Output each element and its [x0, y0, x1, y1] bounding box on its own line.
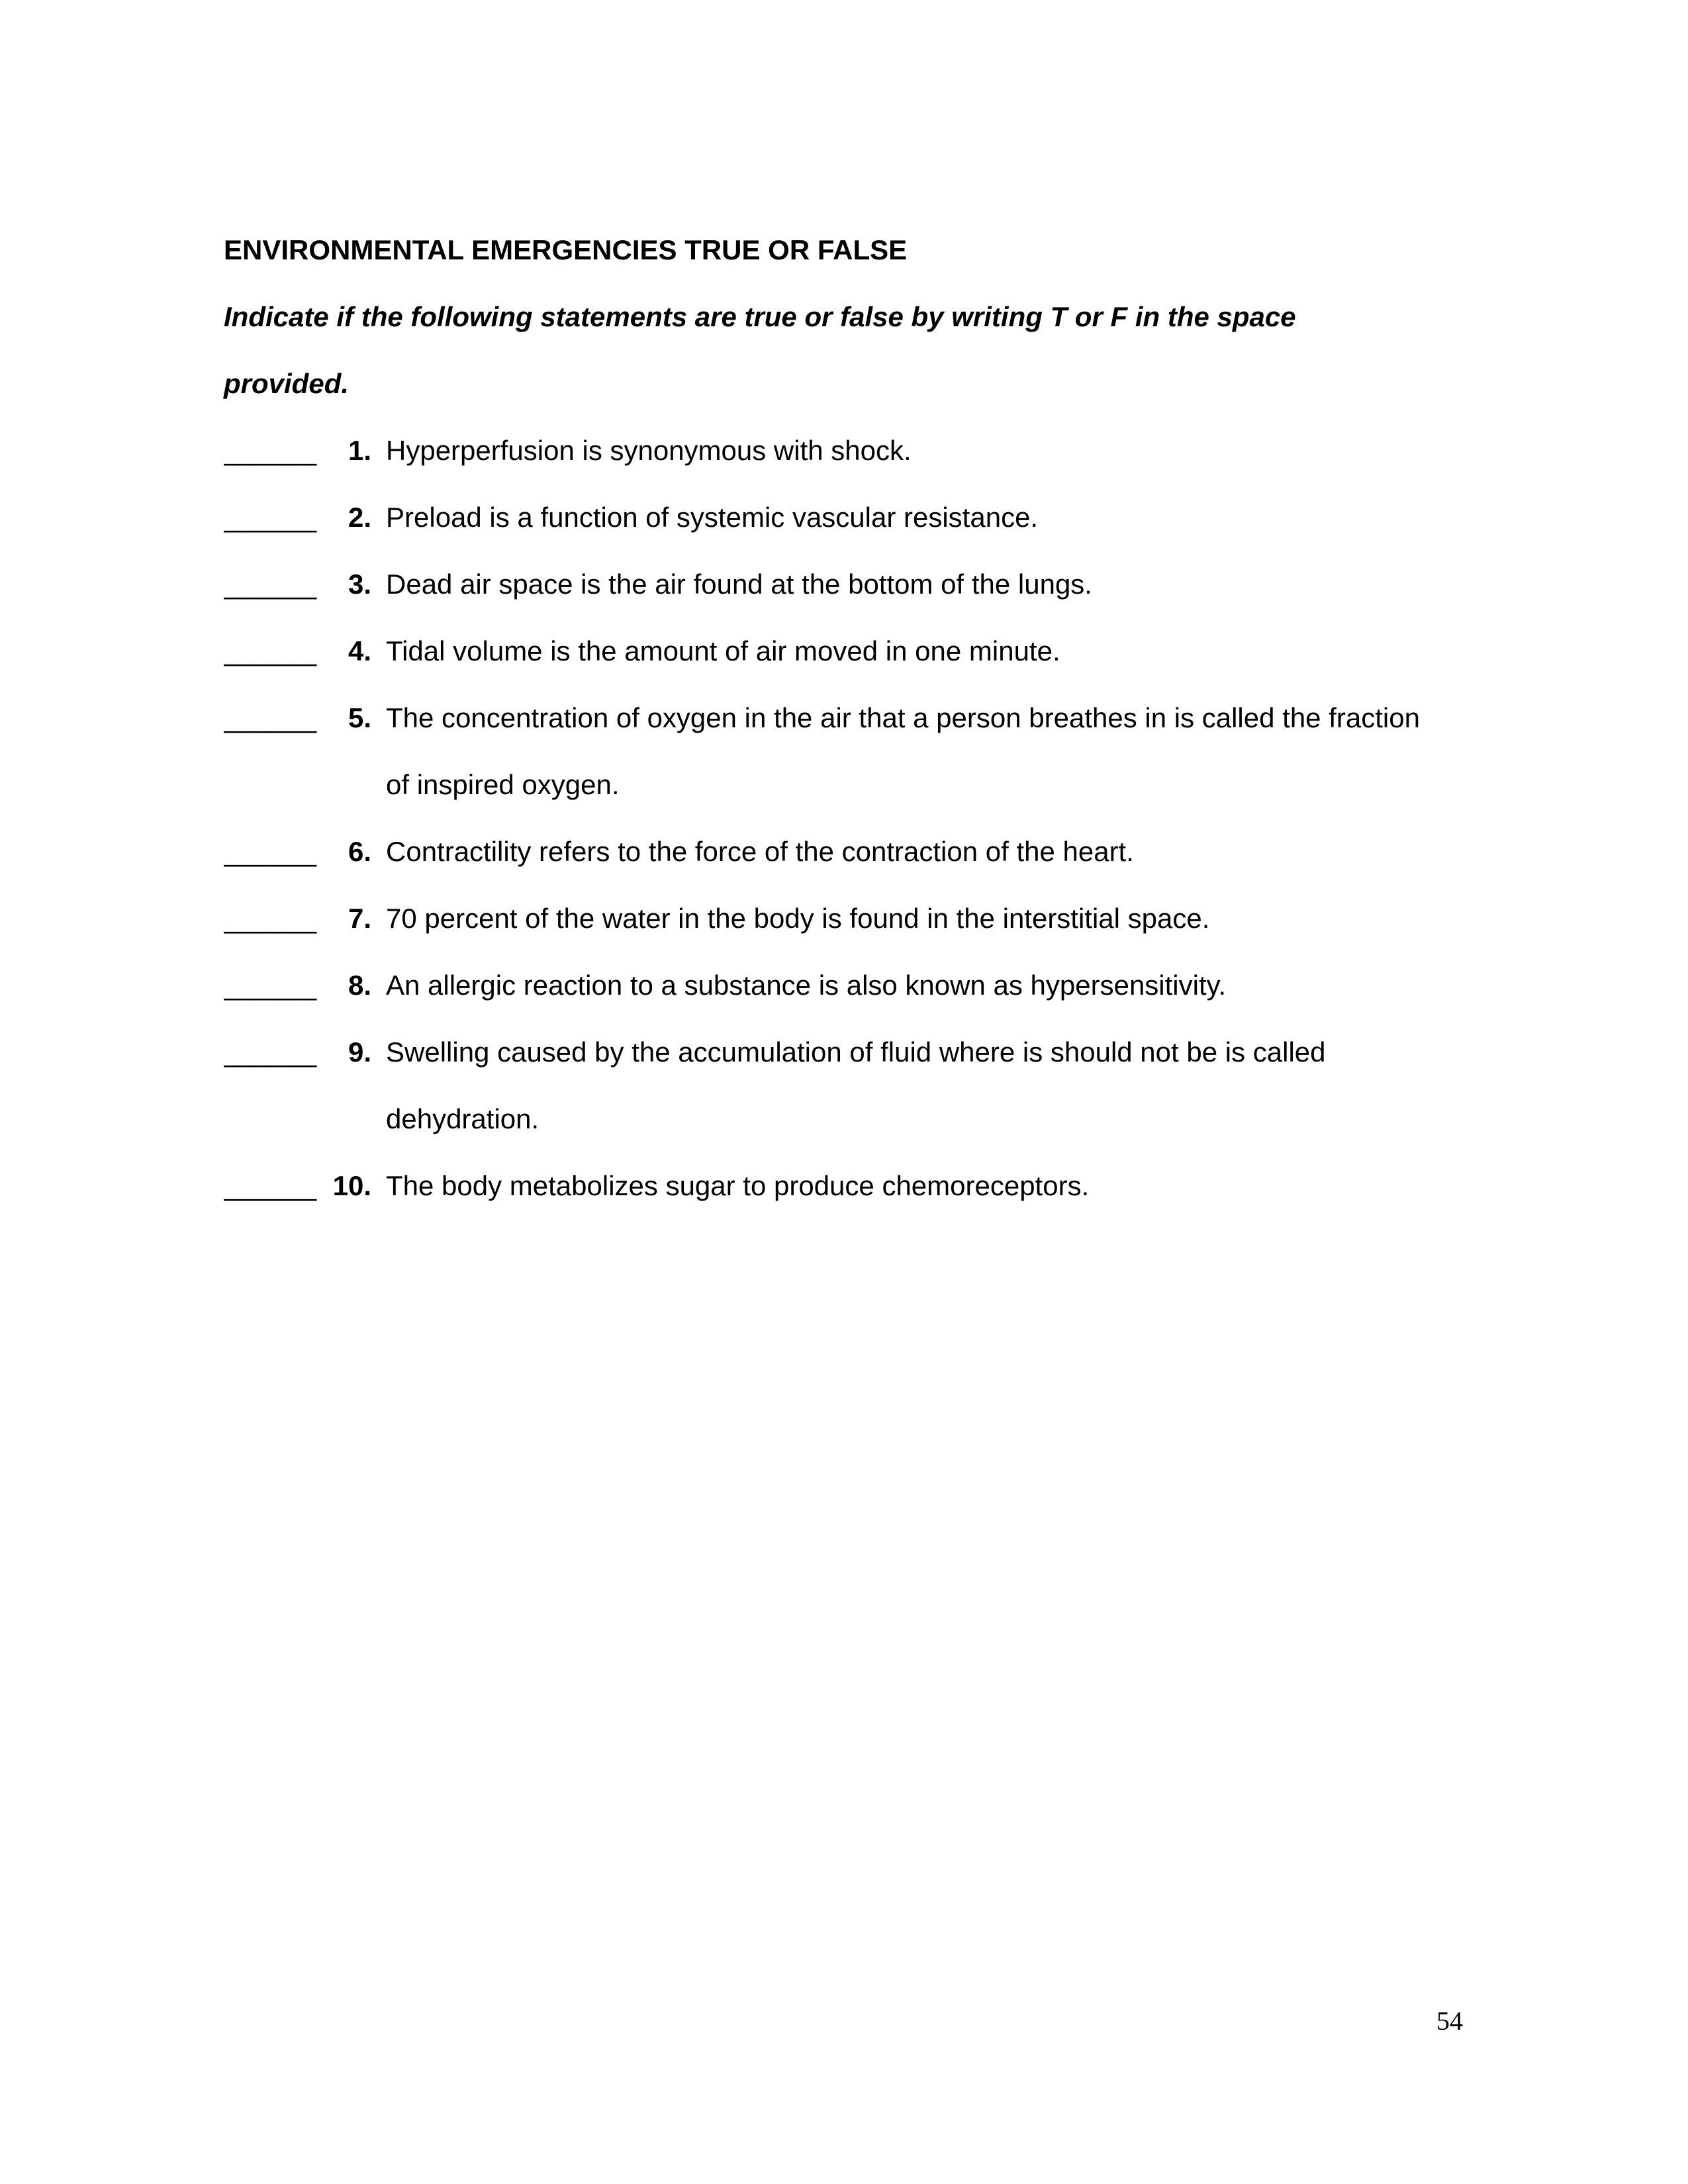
question-text: 70 percent of the water in the body is found in the interstitial space.: [386, 903, 1210, 934]
question-item: [224, 1019, 1481, 1152]
answer-blank[interactable]: ______: [224, 569, 317, 600]
worksheet: [224, 233, 1481, 1219]
question-number: 7.: [348, 903, 371, 934]
question-number: 10.: [332, 1170, 371, 1201]
question-item: [224, 617, 1481, 684]
question-item: [224, 885, 1481, 952]
question-number: 5.: [348, 702, 371, 733]
worksheet-title: ENVIRONMENTAL EMERGENCIES TRUE OR FALSE: [224, 234, 908, 265]
question-item: [224, 1152, 1481, 1219]
answer-blank[interactable]: ______: [224, 702, 317, 733]
question-item: [224, 551, 1481, 617]
question-number: 8.: [348, 970, 371, 1001]
answer-blank[interactable]: ______: [224, 903, 317, 934]
question-number: 9.: [348, 1036, 371, 1068]
question-text: Hyperperfusion is synonymous with shock.: [386, 435, 912, 466]
question-item: [224, 952, 1481, 1019]
question-list: [224, 417, 1481, 1219]
question-text: Preload is a function of systemic vascular resistance.: [386, 502, 1039, 533]
answer-blank[interactable]: ______: [224, 1036, 317, 1068]
answer-blank[interactable]: ______: [224, 502, 317, 533]
question-text: Tidal volume is the amount of air moved in one minute.: [386, 635, 1060, 666]
answer-blank[interactable]: ______: [224, 836, 317, 867]
question-text: Contractility refers to the force of the contraction of the heart.: [386, 836, 1134, 867]
question-text: The concentration of oxygen in the air that a person breathes in is called the fraction of inspired oxygen.: [386, 702, 1420, 800]
answer-blank[interactable]: ______: [224, 435, 317, 466]
question-text: The body metabolizes sugar to produce chemoreceptors.: [386, 1170, 1090, 1201]
question-text: Dead air space is the air found at the bottom of the lungs.: [386, 569, 1092, 600]
question-number: 2.: [348, 502, 371, 533]
instructions: Indicate if the following statements are true or false by writing T or F in the space provided.: [224, 301, 1296, 399]
page-number: 54: [1436, 2006, 1463, 2036]
question-item: [224, 684, 1481, 818]
question-number: 3.: [348, 569, 371, 600]
question-item: [224, 484, 1481, 551]
question-text: Swelling caused by the accumulation of fluid where is should not be is called dehydration.: [386, 1036, 1326, 1134]
question-item: [224, 818, 1481, 885]
question-number: 1.: [348, 435, 371, 466]
question-number: 6.: [348, 836, 371, 867]
question-item: [224, 417, 1481, 484]
answer-blank[interactable]: ______: [224, 970, 317, 1001]
question-text: An allergic reaction to a substance is also known as hypersensitivity.: [386, 970, 1227, 1001]
answer-blank[interactable]: ______: [224, 635, 317, 666]
answer-blank[interactable]: ______: [224, 1170, 317, 1201]
question-number: 4.: [348, 635, 371, 666]
